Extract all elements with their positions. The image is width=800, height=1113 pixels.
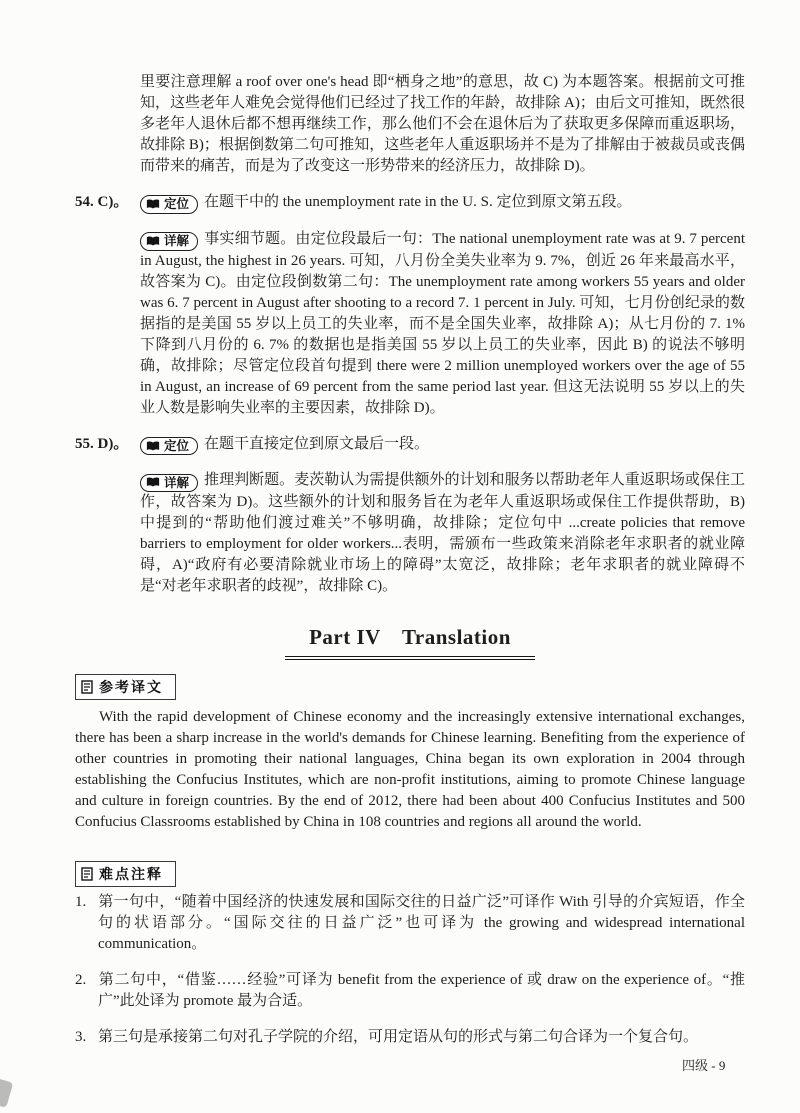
note-text: 第二句中，“借鉴……经验”可译为 benefit from the experience of 或 draw on the experience of。“推广”此处译为 promote 最为合适。 (98, 972, 745, 1009)
open-book-icon (146, 441, 160, 452)
section-title: 参考译文 (99, 679, 163, 695)
question-item-55 (75, 434, 745, 598)
badge-label: 定位 (164, 197, 190, 212)
question-item-54 (75, 192, 745, 419)
open-book-icon (146, 236, 160, 247)
translation-section (75, 660, 745, 833)
badge-label: 定位 (164, 438, 190, 453)
translation-paragraph: With the rapid development of Chinese economy and the increasingly extensive international exchanges, there has been a sharp increase in the world's demands for Chinese learning. Benefiting from the experience of other countries in promoting their national languages, China began its own exploration in 2004 through establishing the Confucius Institutes, which are non-profit institutions, aiming to promote Chinese language and culture in foreign countries. By the end of 2012, there had been about 400 Confucius Institutes and 500 Confucius Classrooms established by China in 108 countries and regions all around the world. (75, 709, 745, 830)
detail-badge (140, 474, 198, 493)
badge-label: 详解 (164, 475, 190, 490)
question-number: 54. C)。 (75, 194, 129, 210)
location-line (75, 192, 745, 214)
location-badge (140, 195, 198, 214)
note-item (75, 892, 745, 955)
page-footer: 四级 - 9 (682, 1058, 726, 1073)
intro-paragraph: 里要注意理解 a roof over one's head 即“栖身之地”的意思，故 C) 为本题答案。根据前文可推知，这些老年人难免会觉得他们已经过了找工作的年龄，故排除 A)；由后文可推知，既然很多老年人退休后都不想再继续工作，那么他们不会在退休后为了获取更多保障而重返职场，故排除 B)；根据倒数第二句可推知，这些老年人重返职场并不是为了排解由于被裁员或丧偶而带来的痛苦，而是为了改变这一形势带来的经济压力，故排除 D)。 (140, 74, 745, 174)
part-heading: Part IV Translation (285, 621, 535, 660)
location-text: 在题干中的 the unemployment rate in the U. S. 定位到原文第五段。 (204, 194, 632, 210)
notes-section (75, 848, 745, 1048)
notes-list (75, 892, 745, 1048)
note-item (75, 1027, 745, 1048)
scan-smudge (0, 1078, 13, 1108)
document-icon (80, 680, 94, 694)
notes-header (75, 861, 176, 887)
detail-badge (140, 232, 198, 251)
section-title: 难点注释 (99, 866, 163, 882)
translation-header (75, 674, 176, 700)
document-icon (80, 867, 94, 881)
note-number: 3. (75, 1029, 87, 1045)
detail-text: 事实细节题。由定位段最后一句：The national unemployment rate was at 9. 7 percent in August, the highest in 26 years. 可知，八月份全美失业率为 9. 7%，创近 26 年来最高水平，故答案为 C)。由定位段倒数第二句：The unemployment rate among workers 55 years and older was 6. 7 percent in August after shooting to a record 7. 1 percent in July. 可知，七月份创纪录的数据指的是美国 55 岁以上员工的失业率，而不是全国失业率，故排除 A)；从七月份的 7. 1% 下降到八月份的 6. 7% 的数据也是指美国 55 岁以上员工的失业率，因此 B) 的说法不够明确，故排除；尽管定位段首句提到 there were 2 million unemployed workers over the age of 55 in August, an increase of 69 percent from the same period last year. 但这无法说明 55 岁以上的失业人数是影响失业率的主要因素，故排除 D)。 (140, 230, 745, 416)
detail-line (140, 229, 745, 419)
part-heading-wrap (75, 621, 745, 660)
badge-label: 详解 (164, 234, 190, 248)
location-text: 在题干直接定位到原文最后一段。 (204, 435, 430, 452)
location-badge (140, 437, 198, 456)
note-item (75, 970, 745, 1012)
detail-line (140, 470, 745, 597)
note-text: 第一句中，“随着中国经济的快速发展和国际交往的日益广泛”可译作 With 引导的介宾短语，作全句的状语部分。“国际交往的日益广泛”也可译为 the growing and widespread international communication。 (98, 894, 745, 952)
note-number: 1. (75, 894, 87, 910)
note-number: 2. (75, 972, 87, 988)
question-number: 55. D)。 (75, 435, 129, 452)
open-book-icon (146, 477, 160, 488)
open-book-icon (146, 199, 160, 210)
detail-text: 推理判断题。麦茨勒认为需提供额外的计划和服务以帮助老年人重返职场或保住工作，故答案为 D)。这些额外的计划和服务旨在为老年人重返职场或保住工作提供帮助，B) 中提到的“帮助他们渡过难关”不够明确，故排除；定位句中 ...create policies that remove barriers to employment for older workers...表明，需颁布一些政策来消除老年求职者的就业障碍，A)“政府有必要清除就业市场上的障碍”太宽泛，故排除；老年求职者的就业障碍不是“对老年求职者的歧视”，故排除 C)。 (140, 472, 745, 594)
location-line (75, 434, 745, 456)
note-text: 第三句是承接第二句对孔子学院的介绍，可用定语从句的形式与第二句合译为一个复合句。 (98, 1029, 699, 1045)
